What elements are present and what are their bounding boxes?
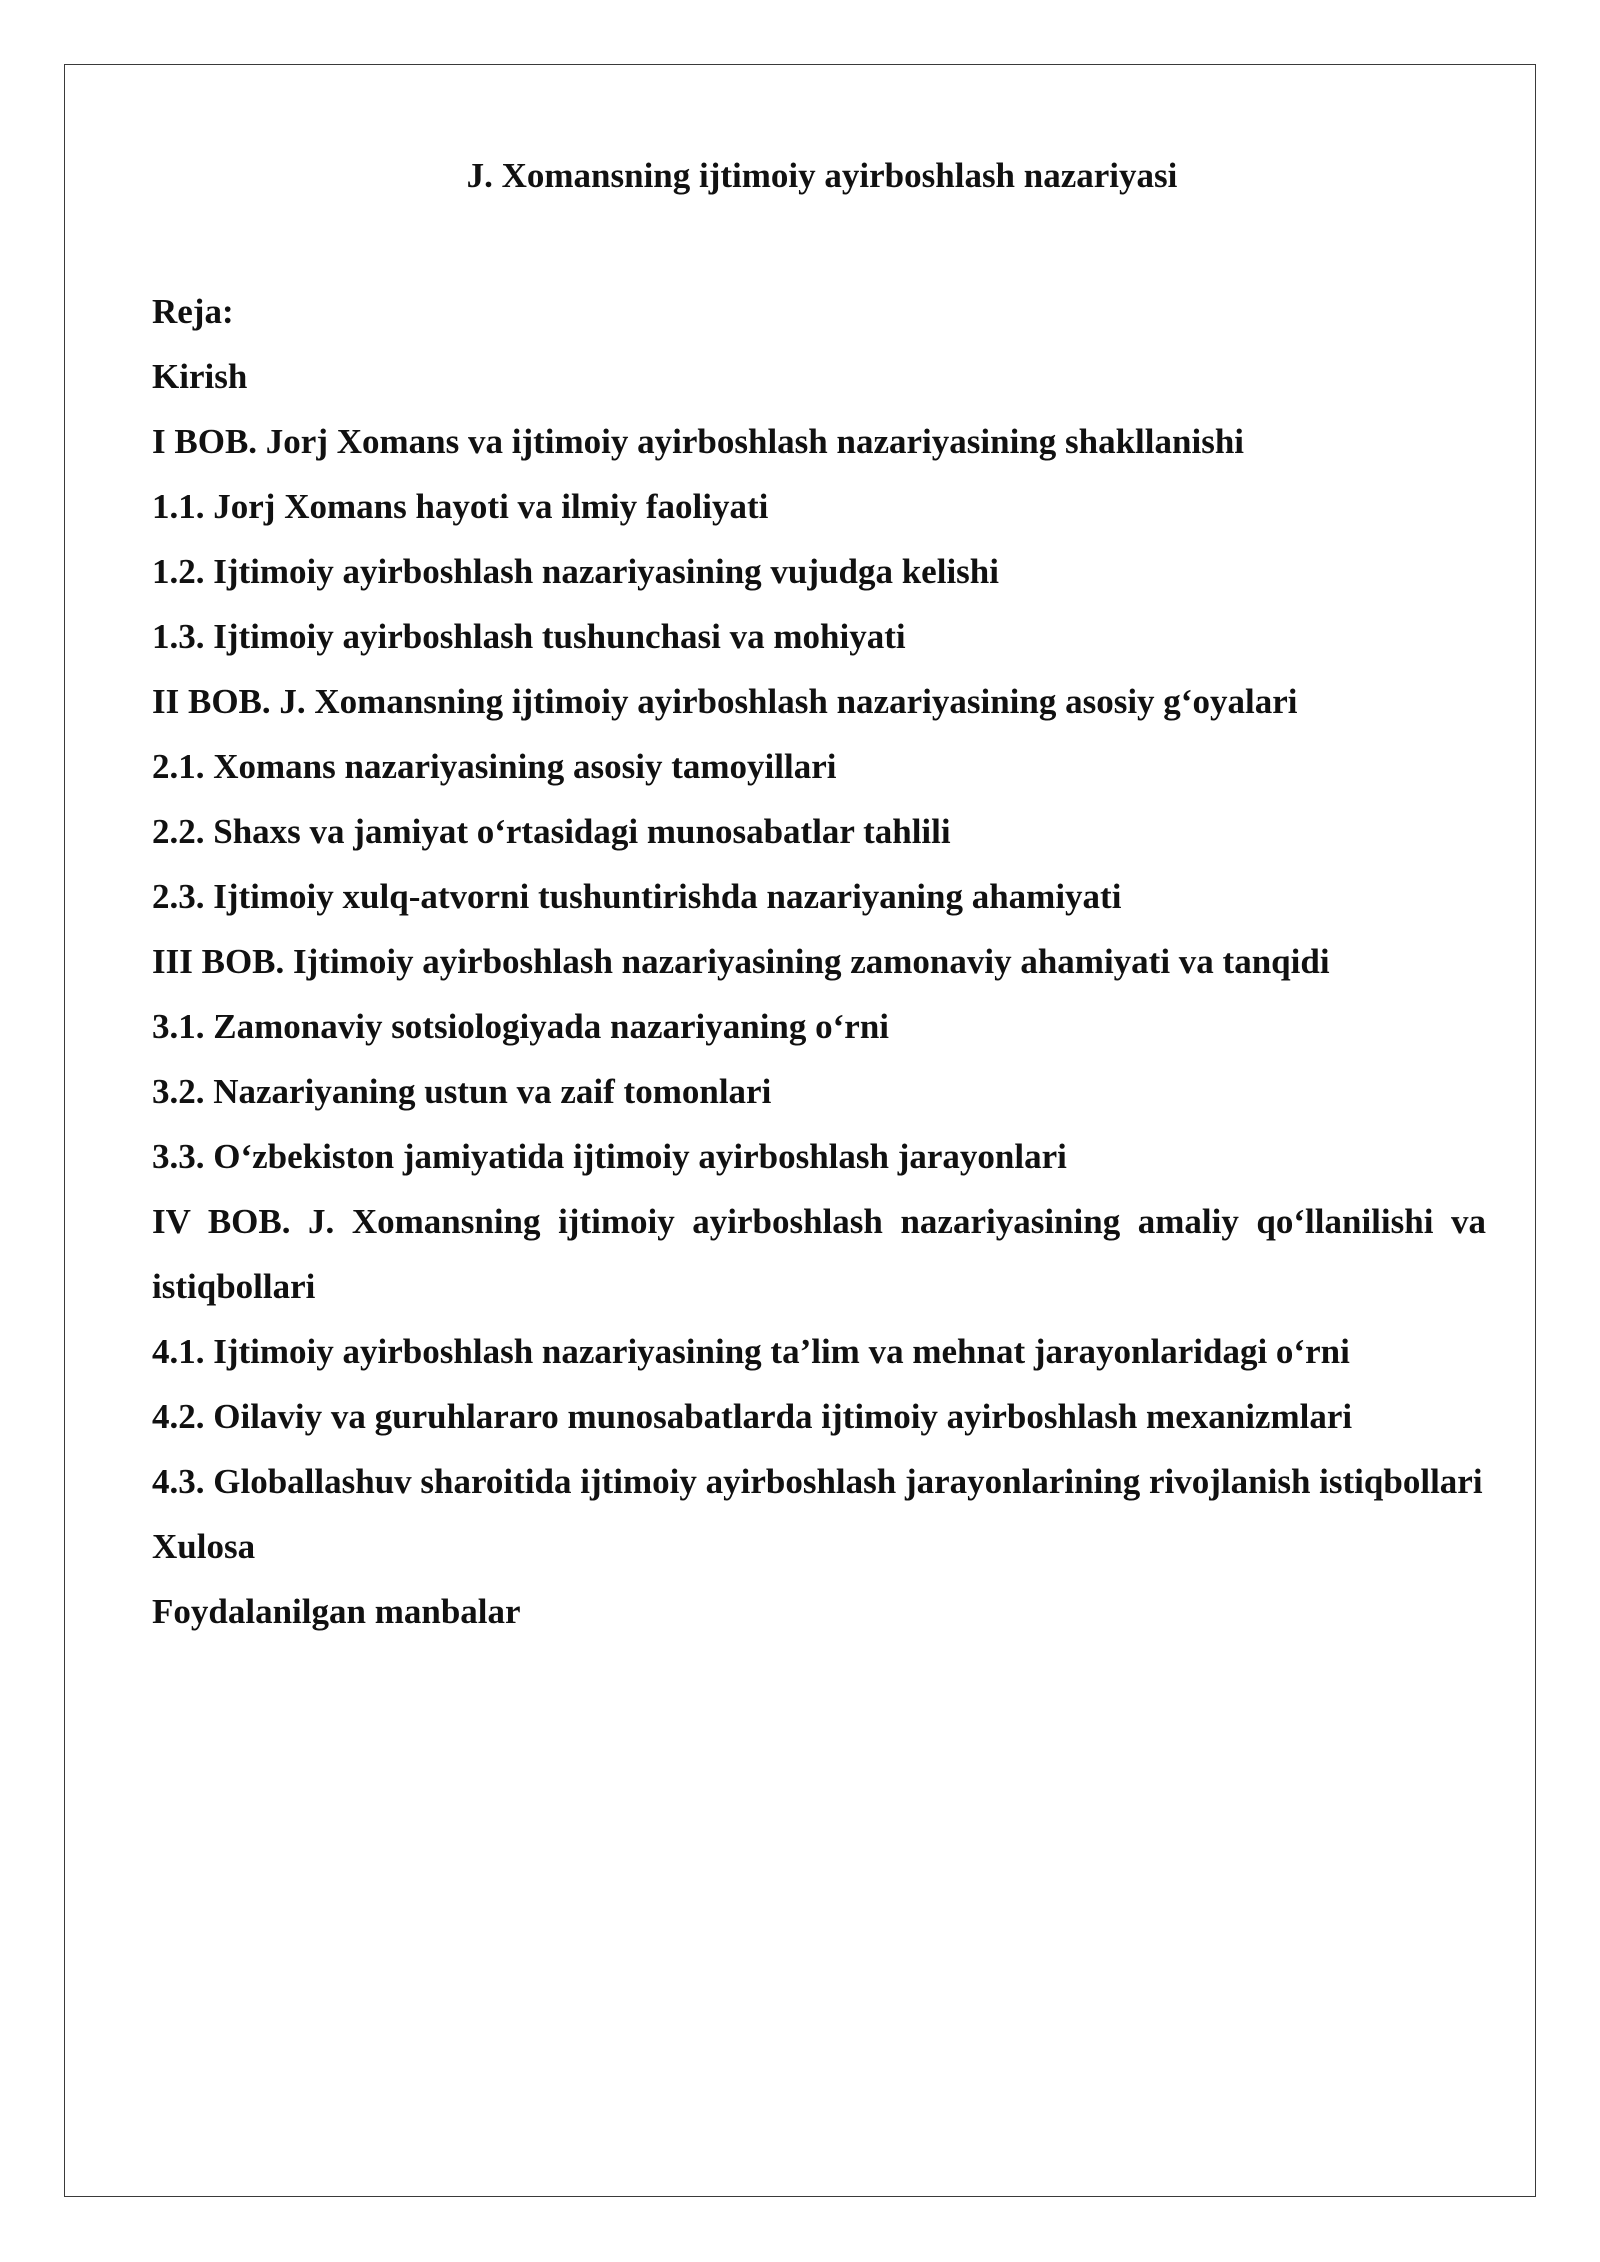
plan-item-chapter-4: IV BOB. J. Xomansning ijtimoiy ayirboshlash nazariyasining amaliy qo‘llanilishi va istiqbollari	[152, 1202, 1486, 1306]
plan-item-section-2-1: 2.1. Xomans nazariyasining asosiy tamoyillari	[152, 747, 837, 786]
plan-item-section-3-1: 3.1. Zamonaviy sotsiologiyada nazariyaning o‘rni	[152, 1007, 890, 1046]
plan-list	[152, 279, 1486, 1644]
plan-item-section-4-3: 4.3. Globallashuv sharoitida ijtimoiy ayirboshlash jarayonlarining rivojlanish istiqbollari	[152, 1462, 1483, 1501]
plan-item-chapter-1: I BOB. Jorj Xomans va ijtimoiy ayirboshlash nazariyasining shakllanishi	[152, 422, 1245, 461]
plan-item-section-1-2: 1.2. Ijtimoiy ayirboshlash nazariyasining vujudga kelishi	[152, 552, 999, 591]
plan-item-section-4-1: 4.1. Ijtimoiy ayirboshlash nazariyasining ta’lim va mehnat jarayonlaridagi o‘rni	[152, 1332, 1350, 1371]
plan-item-chapter-3: III BOB. Ijtimoiy ayirboshlash nazariyasining zamonaviy ahamiyati va tanqidi	[152, 942, 1330, 981]
plan-item-references: Foydalanilgan manbalar	[152, 1592, 521, 1631]
plan-item-introduction: Kirish	[152, 357, 248, 396]
plan-heading: Reja:	[152, 292, 234, 331]
plan-item-section-3-3: 3.3. O‘zbekiston jamiyatida ijtimoiy ayirboshlash jarayonlari	[152, 1137, 1067, 1176]
plan-item-section-2-3: 2.3. Ijtimoiy xulq-atvorni tushuntirishda nazariyaning ahamiyati	[152, 877, 1122, 916]
plan-item-conclusion: Xulosa	[152, 1527, 256, 1566]
document-title: J. Xomansning ijtimoiy ayirboshlash nazariyasi	[466, 156, 1178, 195]
plan-item-section-1-1: 1.1. Jorj Xomans hayoti va ilmiy faoliyati	[152, 487, 769, 526]
plan-item-section-2-2: 2.2. Shaxs va jamiyat o‘rtasidagi munosabatlar tahlili	[152, 812, 951, 851]
plan-item-chapter-2: II BOB. J. Xomansning ijtimoiy ayirboshlash nazariyasining asosiy g‘oyalari	[152, 682, 1298, 721]
plan-item-section-1-3: 1.3. Ijtimoiy ayirboshlash tushunchasi va mohiyati	[152, 617, 906, 656]
plan-item-section-3-2: 3.2. Nazariyaning ustun va zaif tomonlari	[152, 1072, 772, 1111]
plan-item-section-4-2: 4.2. Oilaviy va guruhlararo munosabatlarda ijtimoiy ayirboshlash mexanizmlari	[152, 1397, 1353, 1436]
